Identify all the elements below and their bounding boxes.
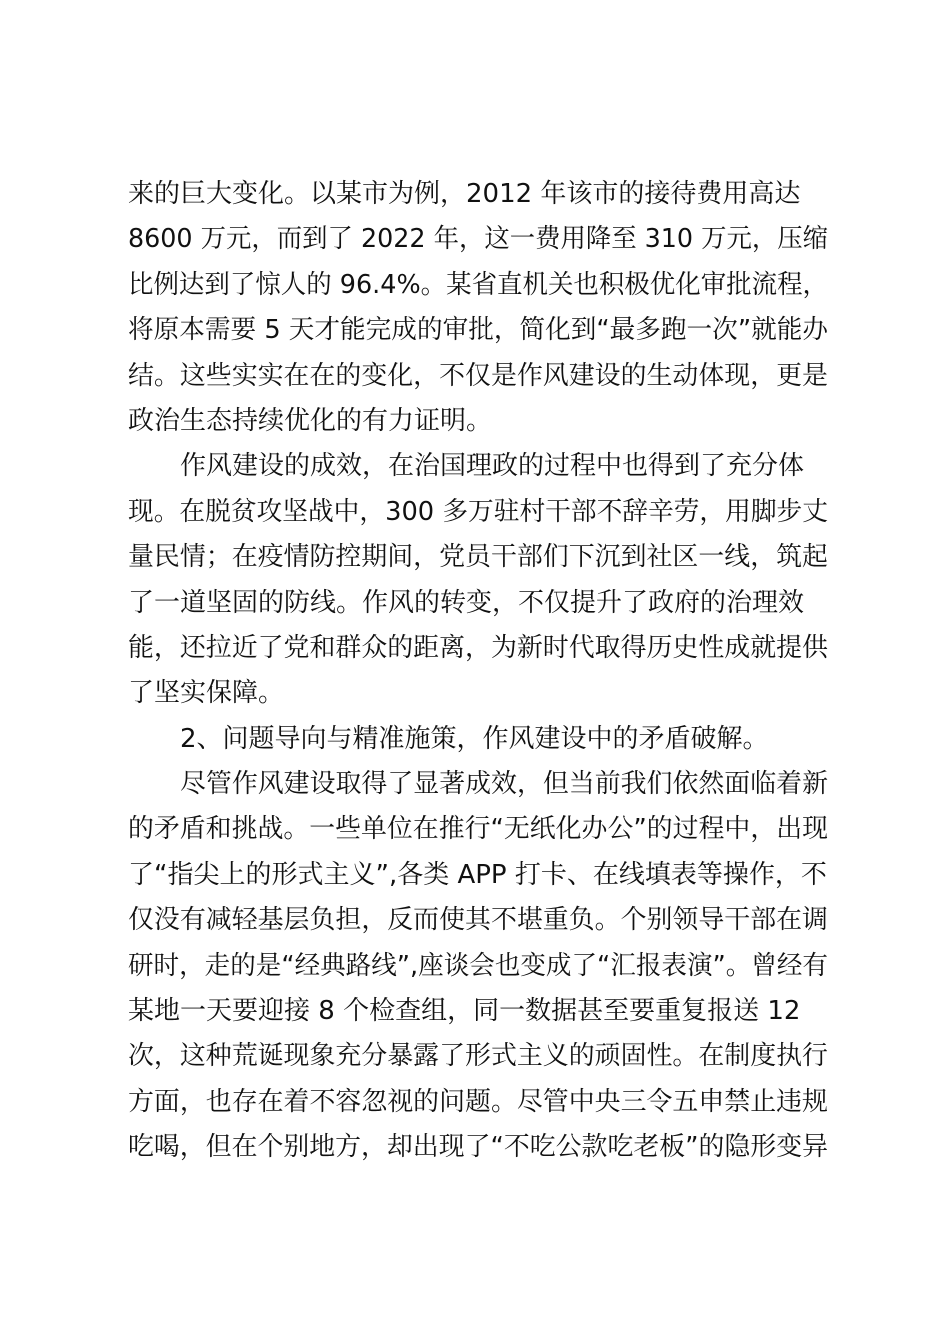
body-text — [128, 172, 828, 1171]
text-line: 来的巨大变化。以某市为例，2012 年该市的接待费用高达 — [128, 179, 801, 209]
text-line: 了“指尖上的形式主义”,各类 APP 打卡、在线填表等操作，不 — [128, 859, 827, 890]
text-line: 方面，也存在着不容忽视的问题。尽管中央三令五申禁止违规 — [128, 1086, 828, 1117]
text-line: 吃喝，但在个别地方，却出现了“不吃公款吃老板”的隐形变异 — [128, 1132, 829, 1163]
text-line: 能，还拉近了党和群众的距离，为新时代取得历史性成就提供 — [128, 632, 828, 663]
text-line: 仅没有减轻基层负担，反而使其不堪重负。个别领导干部在调 — [128, 905, 828, 936]
text-line: 将原本需要 5 天才能完成的审批，简化到“最多跑一次”就能办 — [128, 315, 829, 346]
text-line: 作风建设的成效，在治国理政的过程中也得到了充分体 — [180, 451, 805, 482]
text-line: 了一道坚固的防线。作风的转变，不仅提升了政府的治理效 — [128, 587, 805, 618]
text-line: 次，这种荒诞现象充分暴露了形式主义的顽固性。在制度执行 — [128, 1041, 828, 1072]
text-line: 了坚实保障。 — [128, 678, 285, 709]
text-line: 结。这些实实在在的变化，不仅是作风建设的生动体现，更是 — [128, 360, 828, 391]
text-line: 2、问题导向与精准施策，作风建设中的矛盾破解。 — [180, 723, 769, 754]
text-line: 研时，走的是“经典路线”,座谈会也变成了“汇报表演”。曾经有 — [128, 950, 828, 981]
text-line: 的矛盾和挑战。一些单位在推行“无纸化办公”的过程中，出现 — [128, 814, 829, 845]
text-line: 尽管作风建设取得了显著成效，但当前我们依然面临着新 — [180, 769, 829, 800]
text-line: 比例达到了惊人的 96.4%。某省直机关也积极优化审批流程， — [128, 269, 829, 300]
text-line: 8600 万元，而到了 2022 年，这一费用降至 310 万元，压缩 — [128, 224, 829, 255]
text-line: 政治生态持续优化的有力证明。 — [128, 405, 493, 436]
text-line: 某地一天要迎接 8 个检查组，同一数据甚至要重复报送 12 — [128, 996, 801, 1027]
text-line: 量民情；在疫情防控期间，党员干部们下沉到社区一线，筑起 — [128, 542, 828, 573]
text-line: 现。在脱贫攻坚战中，300 多万驻村干部不辞辛劳，用脚步丈 — [128, 496, 828, 527]
